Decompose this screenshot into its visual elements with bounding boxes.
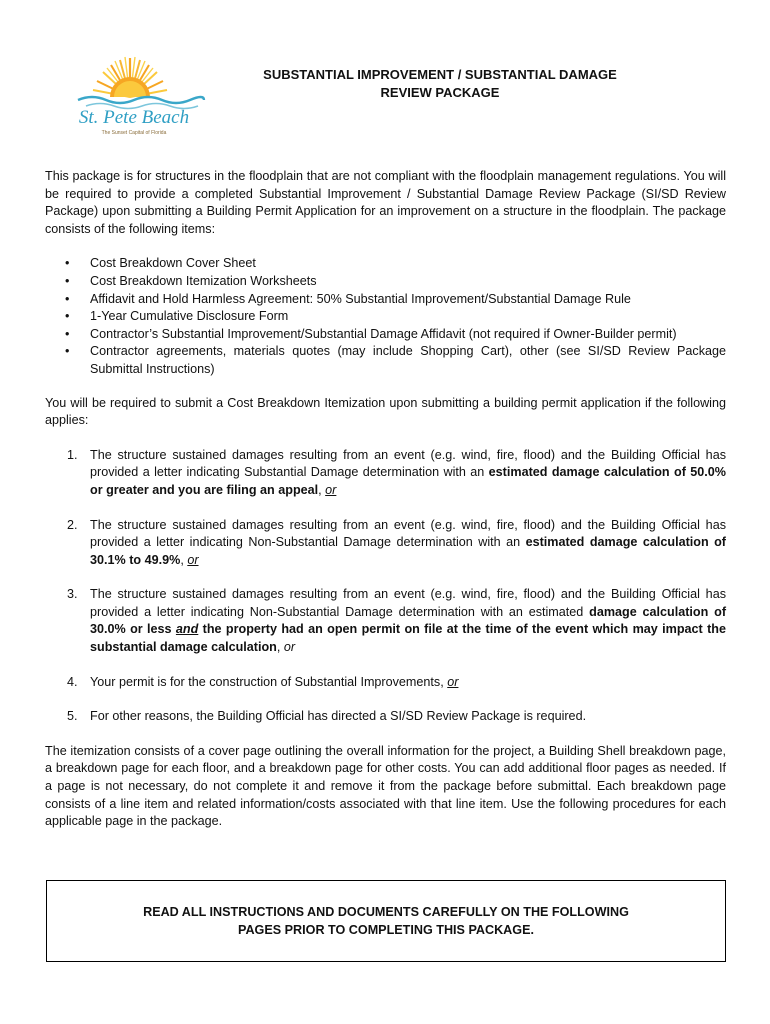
bullet-icon: • [65,326,70,341]
condition-item: 1. The structure sustained damages resulting from an event (e.g. wind, fire, flood) and the Building Official has provided a letter indicating Substantial Damage determination with an estimated damage calculation of 50.0% or greater and you are filing an appeal, or [67,447,727,497]
wave-icon [78,97,204,103]
notice-line-2: PAGES PRIOR TO COMPLETING THIS PACKAGE. [238,923,534,937]
body-content [45,168,726,831]
page-title [210,66,670,102]
st-pete-beach-logo [72,52,212,144]
list-item: • Affidavit and Hold Harmless Agreement: 50% Substantial Improvement/Substantial Damage Rule [45,291,726,309]
requirement-paragraph: You will be required to submit a Cost Breakdown Itemization upon submitting a building permit application if the following applies: [45,395,726,428]
conditions-list [45,447,726,726]
page-title-line-1: SUBSTANTIAL IMPROVEMENT / SUBSTANTIAL DAMAGE [263,67,617,82]
bullet-icon: • [65,256,70,271]
bullet-icon: • [65,291,70,306]
bullet-icon: • [65,344,70,359]
notice-box [46,880,726,962]
logo-tagline: The Sunset Capital of Florida [101,130,167,136]
condition-item: 4. Your permit is for the construction of Substantial Improvements, or [67,674,459,689]
package-items-list [45,255,726,378]
page-title-line-2: REVIEW PACKAGE [380,85,500,100]
condition-item: 2. The structure sustained damages resulting from an event (e.g. wind, fire, flood) and the Building Official has provided a letter indicating Non-Substantial Damage determination with an estimated damage calculation of 30.1% to 49.9%, or [67,517,726,567]
logo-text: St. Pete Beach [78,107,190,128]
condition-item: 5. For other reasons, the Building Official has directed a SI/SD Review Package is required. [67,709,587,724]
list-item: • Cost Breakdown Itemization Worksheets [45,273,726,291]
intro-paragraph: This package is for structures in the floodplain that are not compliant with the floodplain management regulations. You will be required to provide a completed Substantial Improvement / Substantial Damage Review Package (SI/SD Review Package) upon submitting a Building Permit Application for an improvement on a structure in the floodplain. The package consists of the following items: [45,169,726,236]
list-item: • Cost Breakdown Cover Sheet [45,255,726,273]
notice-line-1: READ ALL INSTRUCTIONS AND DOCUMENTS CAREFULLY ON THE FOLLOWING [143,905,629,919]
condition-item: 3. The structure sustained damages resulting from an event (e.g. wind, fire, flood) and the Building Official has provided a letter indicating Non-Substantial Damage determination with an estimated damage calculation of 30.0% or less and the property had an open permit on file at the time of the event which may impact the substantial damage calculation, or [67,587,727,655]
bullet-icon: • [65,309,70,324]
itemization-paragraph: The itemization consists of a cover page outlining the overall information for the project, a Building Shell breakdown page, a breakdown page for each floor, and a breakdown page for other costs. You can add additional floor pages as needed. If a page is not necessary, do not complete it and remove it from the package before submittal. Each breakdown page consists of a line item and related information/costs associated with that line item. Use the following procedures for each applicable page in the package. [45,743,726,829]
list-item: • Contractor agreements, materials quotes (may include Shopping Cart), other (see SI/SD Review Package Submittal Instructions) [65,344,726,376]
bullet-icon: • [65,273,70,288]
list-item: • Contractor’s Substantial Improvement/Substantial Damage Affidavit (not required if Owner-Builder permit) [45,326,726,344]
list-item: • 1-Year Cumulative Disclosure Form [45,308,726,326]
